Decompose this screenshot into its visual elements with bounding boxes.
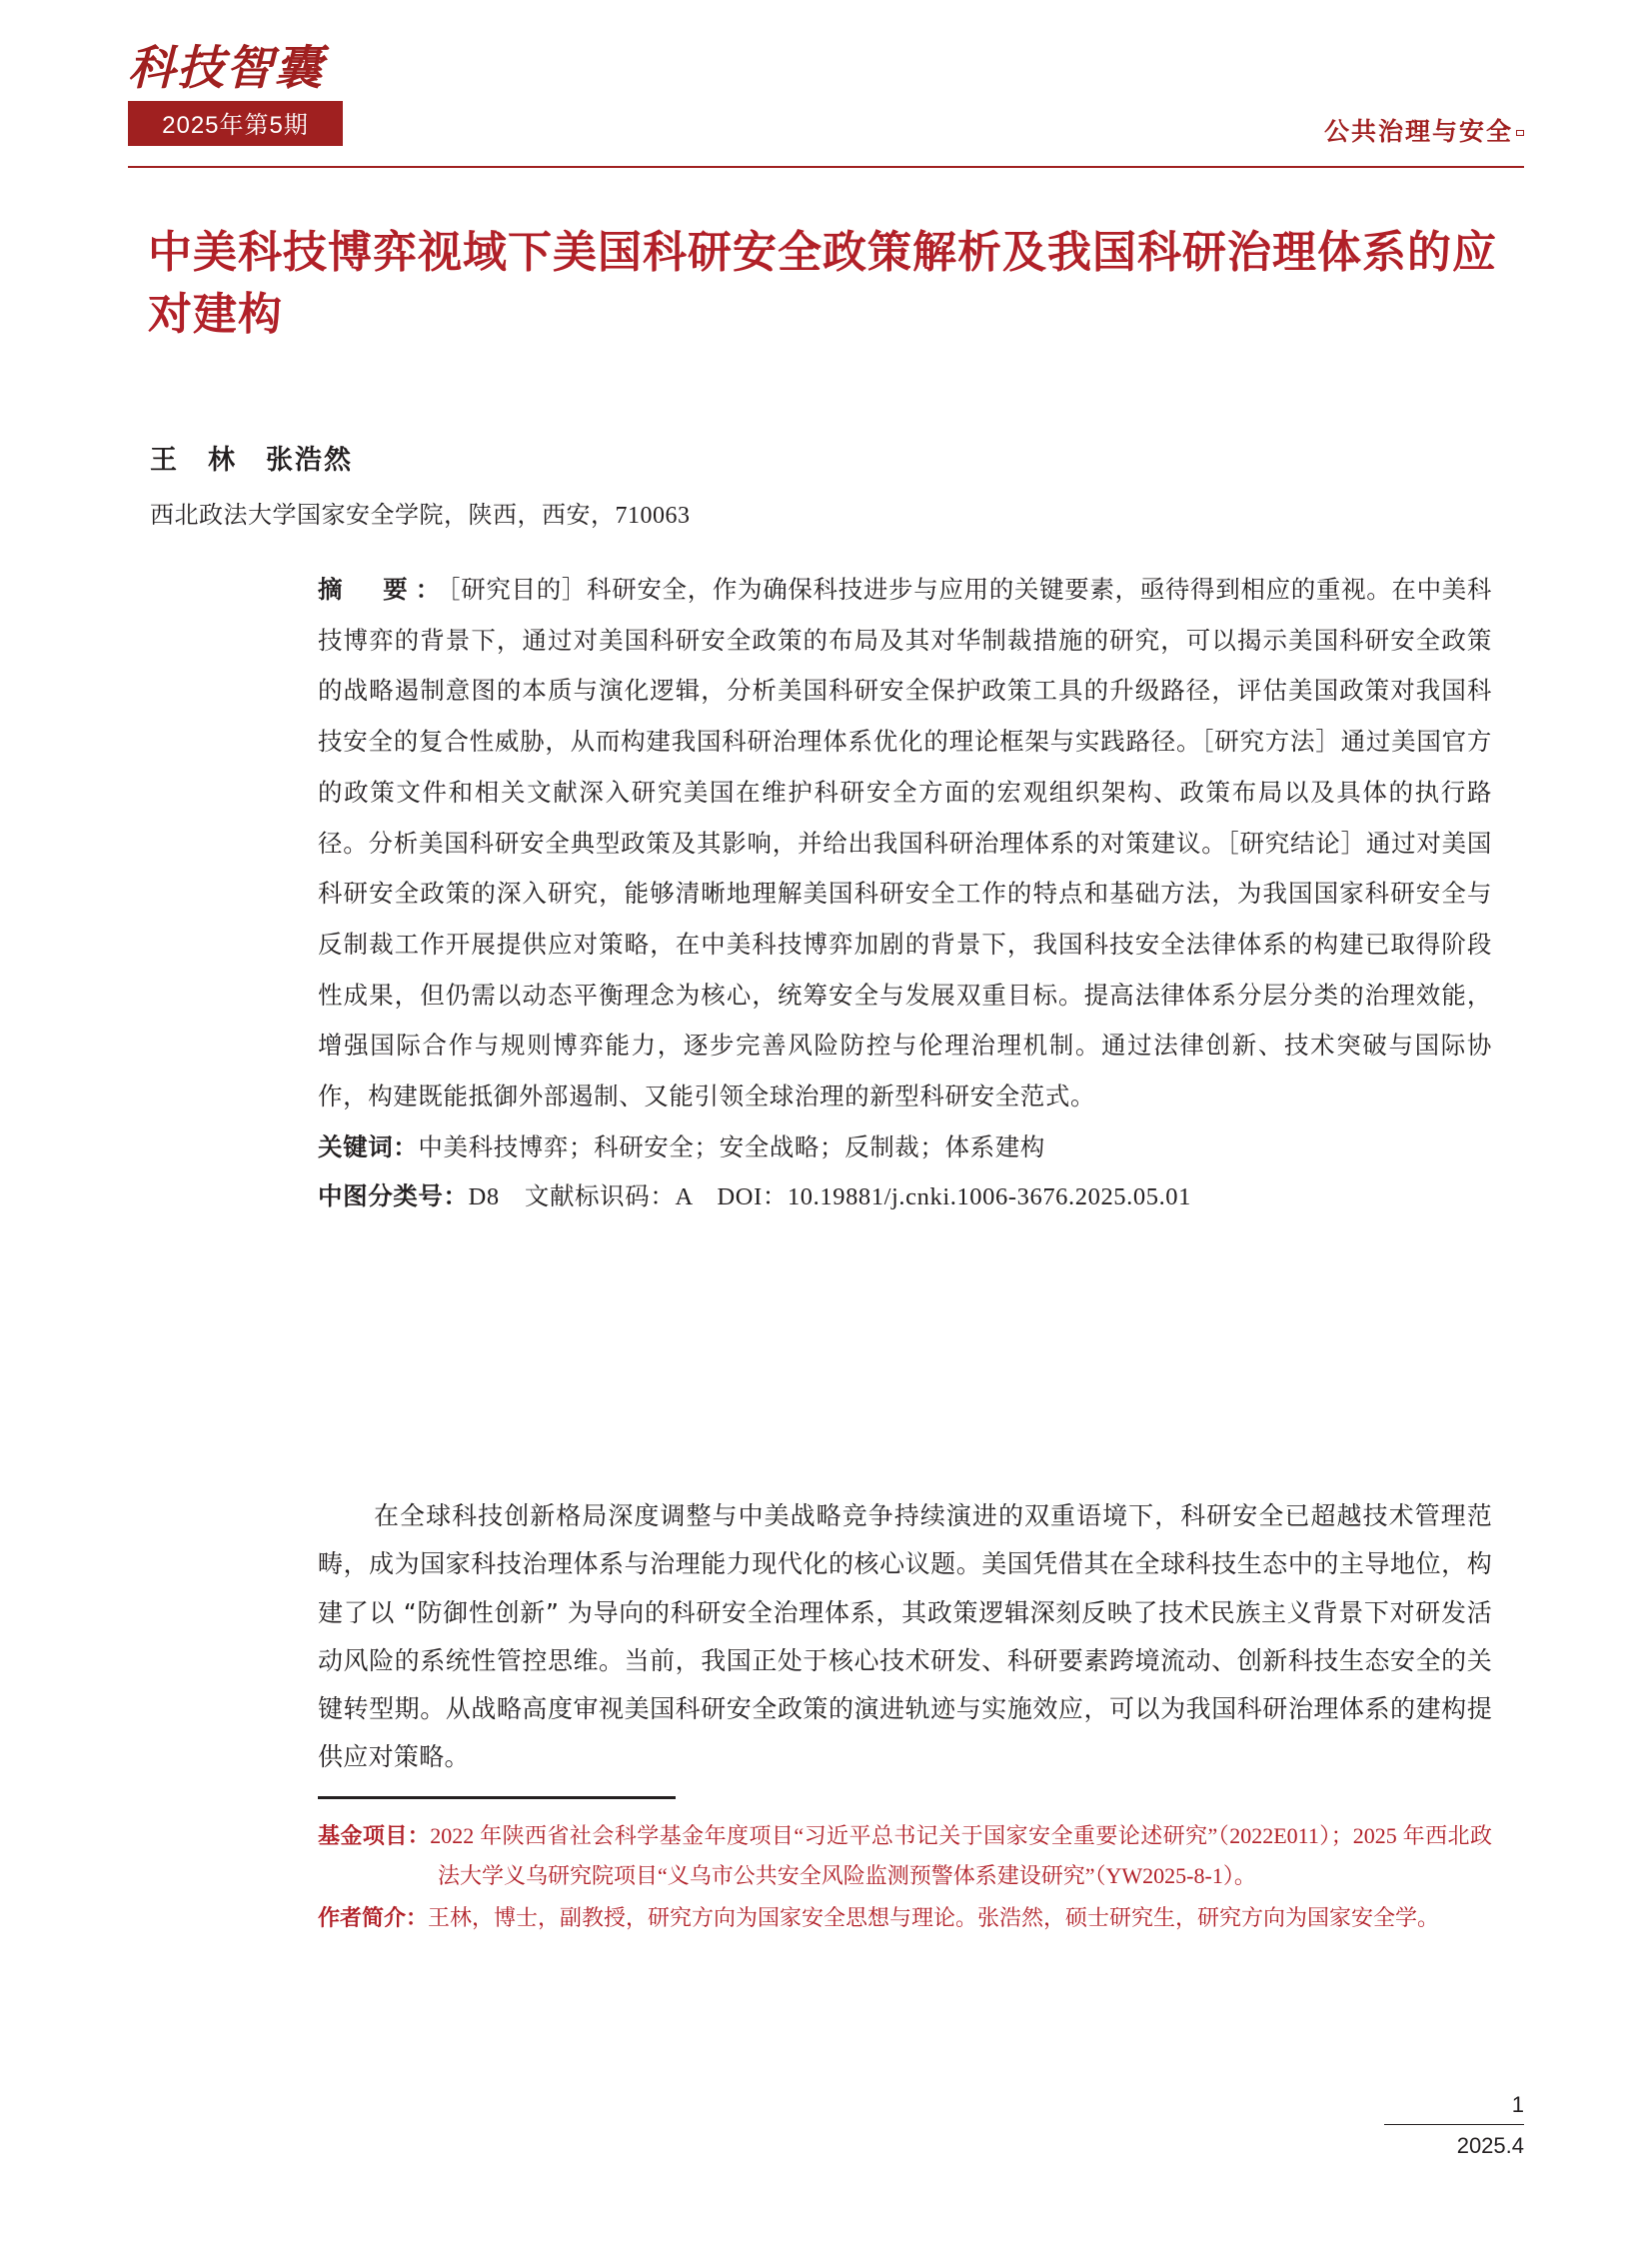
footnote-funding (318, 1817, 1492, 1895)
footnote-funding-lead: 基金项目： (318, 1824, 431, 1849)
footnote-funding-text: 2022 年陕西省社会科学基金年度项目“习近平总书记关于国家安全重要论述研究”（2022E011）；2025 年西北政法大学义乌研究院项目“义乌市公共安全风险监测预警体系建设研究”（YW2025-8-1）。 (430, 1823, 1492, 1888)
classification-lead: 中图分类号： (318, 1180, 469, 1210)
journal-title: 科技智囊 (128, 41, 324, 96)
section-label (1324, 112, 1524, 148)
classification-text: D8 文献标识码：A DOI：10.19881/j.cnki.1006-3676.2025.05.01 (468, 1182, 1191, 1210)
masthead (128, 41, 343, 146)
body-paragraph-1: 在全球科技创新格局深度调整与中美战略竞争持续演进的双重语境下，科研安全已超越技术管理范畴，成为国家科技治理体系与治理能力现代化的核心议题。美国凭借其在全球科技生态中的主导地位，构建了以 “防御性创新” 为导向的科研安全治理体系，其政策逻辑深刻反映了技术民族主义背景下对研发活动风险的系统性管控思维。当前，我国正处于核心技术研发、科研要素跨境流动、创新科技生态安全的关键转型期。从战略高度审视美国科研安全政策的演进轨迹与实施效应，可以为我国科研治理体系的建构提供应对策略。 (318, 1501, 1492, 1772)
section-corner-icon (1516, 130, 1524, 136)
author-list: 王 林 张浩然 (150, 445, 353, 476)
page-title: 中美科技博弈视域下美国科研安全政策解析及我国科研治理体系的应对建构 (148, 227, 1497, 341)
page-number: 1 (1511, 2092, 1524, 2117)
journal-issue-badge: 2025年第5期 (128, 101, 343, 146)
body-block (318, 1467, 1492, 1807)
section-label-text: 公共治理与安全 (1323, 118, 1513, 146)
classification-line (318, 1172, 1492, 1221)
keywords-lead: 关键词： (318, 1131, 419, 1161)
abstract-lead: 摘 要： (318, 575, 449, 604)
footnote-author-bio (318, 1899, 1492, 1939)
keywords-text: 中美科技博弈；科研安全；安全战略；反制裁；体系建构 (418, 1133, 1045, 1161)
keywords-line (318, 1123, 1492, 1172)
footer-date: 2025.4 (1456, 2133, 1524, 2158)
header-divider (128, 166, 1524, 168)
footnotes-block (318, 1817, 1492, 1943)
footnote-author-bio-text: 王林，博士，副教授，研究方向为国家安全思想与理论。张浩然，硕士研究生，研究方向为国家安全学。 (428, 1905, 1440, 1931)
abstract-text: ［研究目的］科研安全，作为确保科技进步与应用的关键要素，亟待得到相应的重视。在中美科技博弈的背景下，通过对美国科研安全政策的布局及其对华制裁措施的研究，可以揭示美国科研安全政策的战略遏制意图的本质与演化逻辑，分析美国科研安全保护政策工具的升级路径，评估美国政策对我国科技安全的复合性威胁，从而构建我国科研治理体系优化的理论框架与实践路径。［研究方法］通过美国官方的政策文件和相关文献深入研究美国在维护科研安全方面的宏观组织架构、政策布局以及具体的执行路径。分析美国科研安全典型政策及其影响，并给出我国科研治理体系的对策建议。［研究结论］通过对美国科研安全政策的深入研究，能够清晰地理解美国科研安全工作的特点和基础方法，为我国国家科研安全与反制裁工作开展提供应对策略，在中美科技博弈加剧的背景下，我国科技安全法律体系的构建已取得阶段性成果，但仍需以动态平衡理念为核心，统筹安全与发展双重目标。提高法律体系分层分类的治理效能，增强国际合作与规则博弈能力，逐步完善风险防控与伦理治理机制。通过法律创新、技术突破与国际协作，构建既能抵御外部遏制、又能引领全球治理的新型科研安全范式。 (318, 577, 1493, 1112)
page-header (0, 0, 1652, 185)
abstract-paragraph (318, 565, 1492, 1123)
page-footer (1384, 2092, 1524, 2159)
abstract-block (318, 565, 1492, 1220)
affiliation: 西北政法大学国家安全学院，陕西，西安，710063 (150, 503, 691, 529)
footnote-author-bio-lead: 作者简介： (318, 1906, 429, 1932)
footnote-divider (318, 1796, 676, 1799)
